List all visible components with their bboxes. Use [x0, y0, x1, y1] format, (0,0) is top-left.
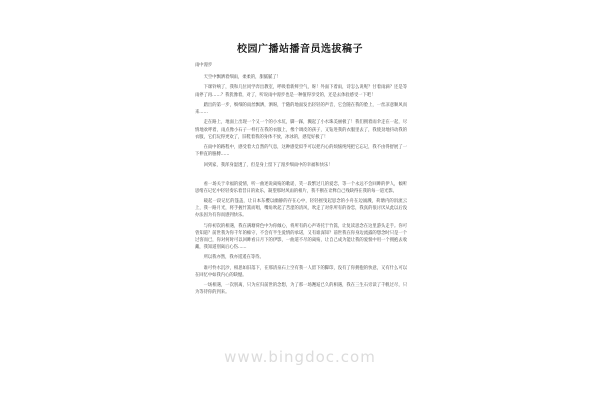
- paragraph: 走在路上，地面上出现一个又一个的小水坑，脚一踩，溅起了小水珠美丽极了！我们拥着雨伞走在一起，尽情地欢呼着，雨点像小石子一样打在我的衣服上，像个调皮的孩子，又钻进我的衣服里去了，我使劲地抖动我的衣服，它们玩得更欢了，旧鞋着我的身体不放，冰冰的，感觉好极了！: [195, 120, 407, 140]
- watermark: www.bingdoc.com: [224, 348, 376, 366]
- paragraph: 一场相遇，一次别离，只为应归前世的念想，为了那一场邂逅已久的相遇，我在三生石旁读了千帆过尽，只为等待你的到来。: [195, 283, 407, 296]
- paragraph: 回到家，我浑身湿透了，但是身上留下了漫步细雨中的幸福和快乐！: [203, 162, 333, 168]
- paragraph: 谁可怜水沉沙，相思如旧落下，在那清泉石上空有我一人留下的脚印，没有了你拥抱的快意，又有什么可以在回忆中如我内心的缺憾。: [195, 265, 407, 278]
- document-body: [195, 62, 407, 300]
- paragraph: 与你初次的相遇，我在满塘荷色中为你倾心，将所有的心声寄托于竹篙，让复读思念在这里游头走手。你可曾知道？前世我为你千年的痴守，不会有半生爱情的承诺，又有谁深知？前世我在你身边流露的想念时只是一个过客而已，你对何时可以回眸看日月下的伊影，一曲道不尽的离殇，让自己成为能让我的爱恨中用一个拥抱去收藏，我知道别离后心伤……: [195, 223, 407, 250]
- paragraph: 载起一段记忆的篷盖，让日本东樱以幽静的存在心中，轻轻摇曳起思念的小舟在边涌溅，荷塘内的涓流云上，我一路月光，将手握竹篙而唱，嘴角吹起了苦涩的清风，吹走了对你所有的眷恋，我真的很讨厌从此以后没办法因为有你而感到快乐。: [195, 199, 407, 219]
- paragraph: 所以我亦然，我亦遥遥在等待。: [203, 255, 264, 261]
- paragraph: 踏出的第一步，细细的雨丝飘洒，洒呀，于随的地面发出轻轻的声音，它会随在我的脸上，一丝凉意顺风而来……: [195, 102, 407, 116]
- document-title: 校园广播站播音员选拔稿子: [237, 44, 363, 55]
- paragraph: 下课铃响了，我和几位同学奔出教室，呼吸着新鲜空气，呀！外面下着雨，诗怎么说呢？甘着雨滴？还是等雨停了再……？我犹豫着，对了，听说雨中漫步也是一种值得享受的，还是去体验感受一下吧！: [195, 85, 407, 98]
- paragraph: 天空中飘洒着细雨，柔柔的，甜腻腻了！: [203, 75, 281, 81]
- document-subtitle: 雨中漫步: [195, 63, 213, 68]
- paragraph: 在雨中的路程中，感受着大自然的气息，这种感觉似乎可以把内心的烦恼纯纯把它忘记，我不由得舒展了一下伸直的胳膊……: [195, 145, 407, 158]
- paragraph: 看一场关于幸福的爱情，听一曲述说离殇的歌谣，笑一段繁过几的爱恋，等一个永远不会回眸的伊人，倾听思绪在记忆中轻轻奏乐着昔日的欢乐，凝望那时风雨的相片，我不断在诠释自己残缺得在我的每一道光影。: [195, 181, 407, 194]
